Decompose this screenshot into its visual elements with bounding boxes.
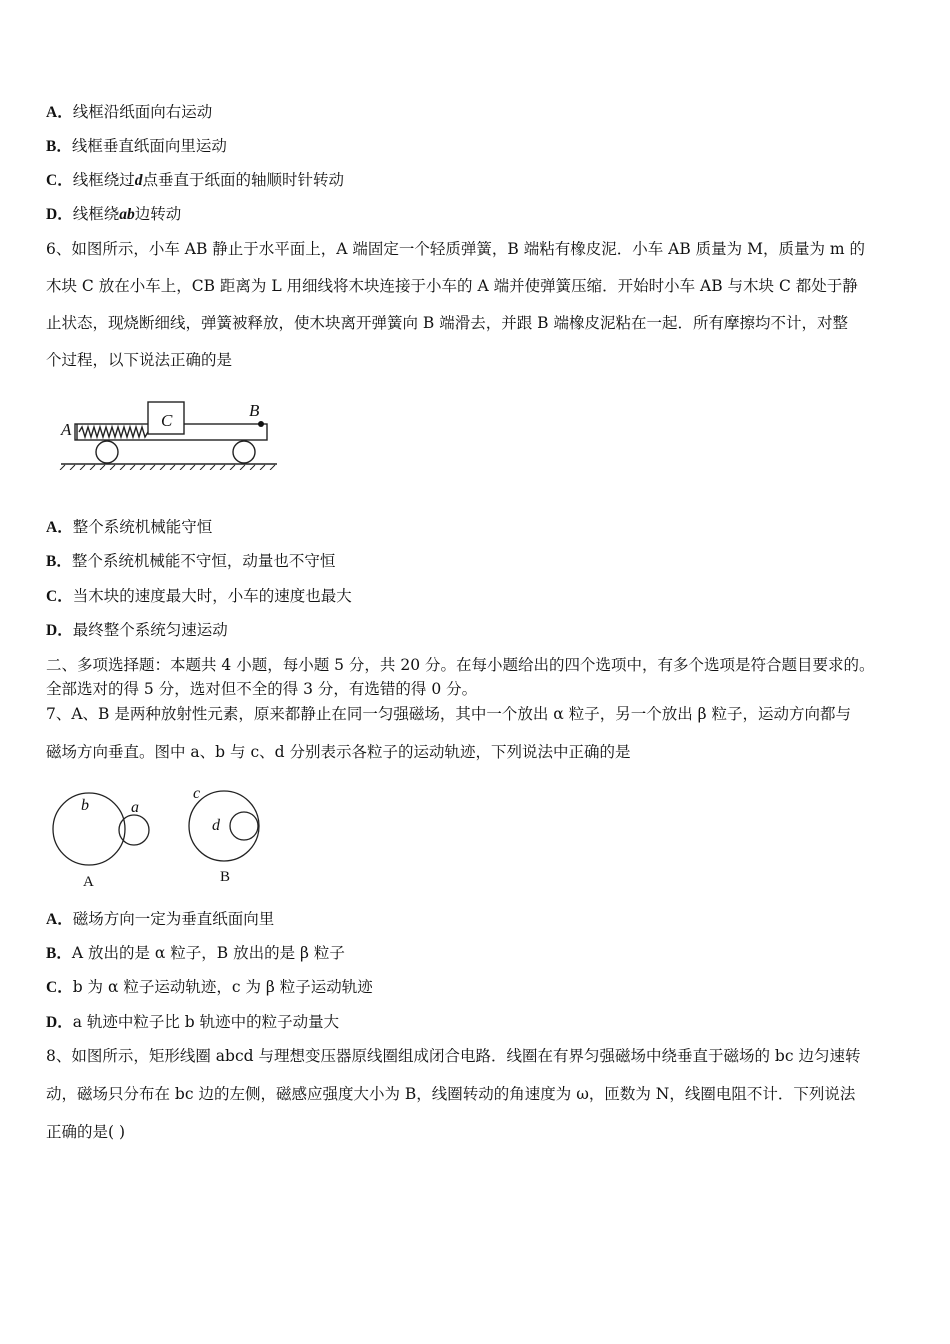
q6-cart-figure	[55, 398, 285, 470]
caption-b: B	[220, 869, 231, 885]
q7-option-d: D．a 轨迹中粒子比 b 轨迹中的粒子动量大	[46, 1013, 340, 1031]
q5-option-b: B．线框垂直纸面向里运动	[46, 137, 227, 155]
label-a: a	[131, 799, 139, 816]
label-c: c	[193, 785, 201, 802]
putty	[258, 421, 264, 427]
q6-option-d: D．最终整个系统匀速运动	[46, 621, 228, 639]
q6-stem-line-1: 6、如图所示，小车 AB 静止于水平面上，A 端固定一个轻质弹簧，B 端粘有橡皮泥．小车 AB 质量为 M，质量为 m 的	[46, 240, 866, 258]
q6-stem-line-4: 个过程，以下说法正确的是	[46, 351, 233, 369]
q7-option-b: B．A 放出的是 α 粒子，B 放出的是 β 粒子	[46, 944, 345, 962]
q7-tracks-figure	[45, 782, 270, 892]
track-a	[119, 815, 149, 845]
label-c: C	[161, 411, 173, 430]
label-b: B	[249, 401, 260, 420]
label-d: d	[212, 817, 220, 834]
q6-stem-line-2: 木块 C 放在小车上，CB 距离为 L 用细线将木块连接于小车的 A 端并使弹簧压缩．开始时小车 AB 与木块 C 都处于静	[46, 277, 858, 295]
q7-stem-line-2: 磁场方向垂直。图中 a、b 与 c、d 分别表示各粒子的运动轨迹，下列说法中正确的是	[46, 743, 631, 761]
section-2-heading: 二、多项选择题：本题共 4 小题，每小题 5 分，共 20 分。在每小题给出的四个选项中，有多个选项是符合题目要求的。	[46, 656, 875, 674]
q6-stem-line-3: 止状态，现烧断细线，弹簧被释放，使木块离开弹簧向 B 端滑去，并跟 B 端橡皮泥粘在一起．所有摩擦均不计，对整	[46, 314, 848, 332]
q6-option-c: C．当木块的速度最大时，小车的速度也最大	[46, 587, 352, 605]
track-b	[53, 793, 125, 865]
wheel-right	[233, 441, 255, 463]
label-a: A	[61, 420, 72, 439]
q5-option-c: C．线框绕过d点垂直于纸面的轴顺时针转动	[46, 171, 344, 189]
label-b: b	[81, 797, 89, 814]
q5-option-a: A．线框沿纸面向右运动	[46, 103, 213, 121]
section-2-note: 全部选对的得 5 分，选对但不全的得 3 分，有选错的得 0 分。	[46, 680, 478, 698]
q6-option-a: A．整个系统机械能守恒	[46, 518, 213, 536]
q5-option-d: D．线框绕ab边转动	[46, 205, 182, 223]
q8-stem-line-3: 正确的是( )	[46, 1123, 126, 1141]
q8-stem-line-1: 8、如图所示，矩形线圈 abcd 与理想变压器原线圈组成闭合电路．线圈在有界匀强磁场中绕垂直于磁场的 bc 边匀速转	[46, 1047, 861, 1065]
q7-option-c: C．b 为 α 粒子运动轨迹，c 为 β 粒子运动轨迹	[46, 978, 373, 996]
q7-stem-line-1: 7、A、B 是两种放射性元素，原来都静止在同一匀强磁场，其中一个放出 α 粒子，另一个放出 β 粒子，运动方向都与	[46, 705, 852, 723]
track-d	[230, 812, 258, 840]
wheel-left	[96, 441, 118, 463]
q6-option-b: B．整个系统机械能不守恒，动量也不守恒	[46, 552, 336, 570]
spring	[79, 427, 148, 437]
caption-a: A	[83, 874, 94, 890]
q7-option-a: A．磁场方向一定为垂直纸面向里	[46, 910, 275, 928]
q8-stem-line-2: 动，磁场只分布在 bc 边的左侧，磁感应强度大小为 B，线圈转动的角速度为 ω，匝数为 N，线圈电阻不计．下列说法	[46, 1085, 856, 1103]
